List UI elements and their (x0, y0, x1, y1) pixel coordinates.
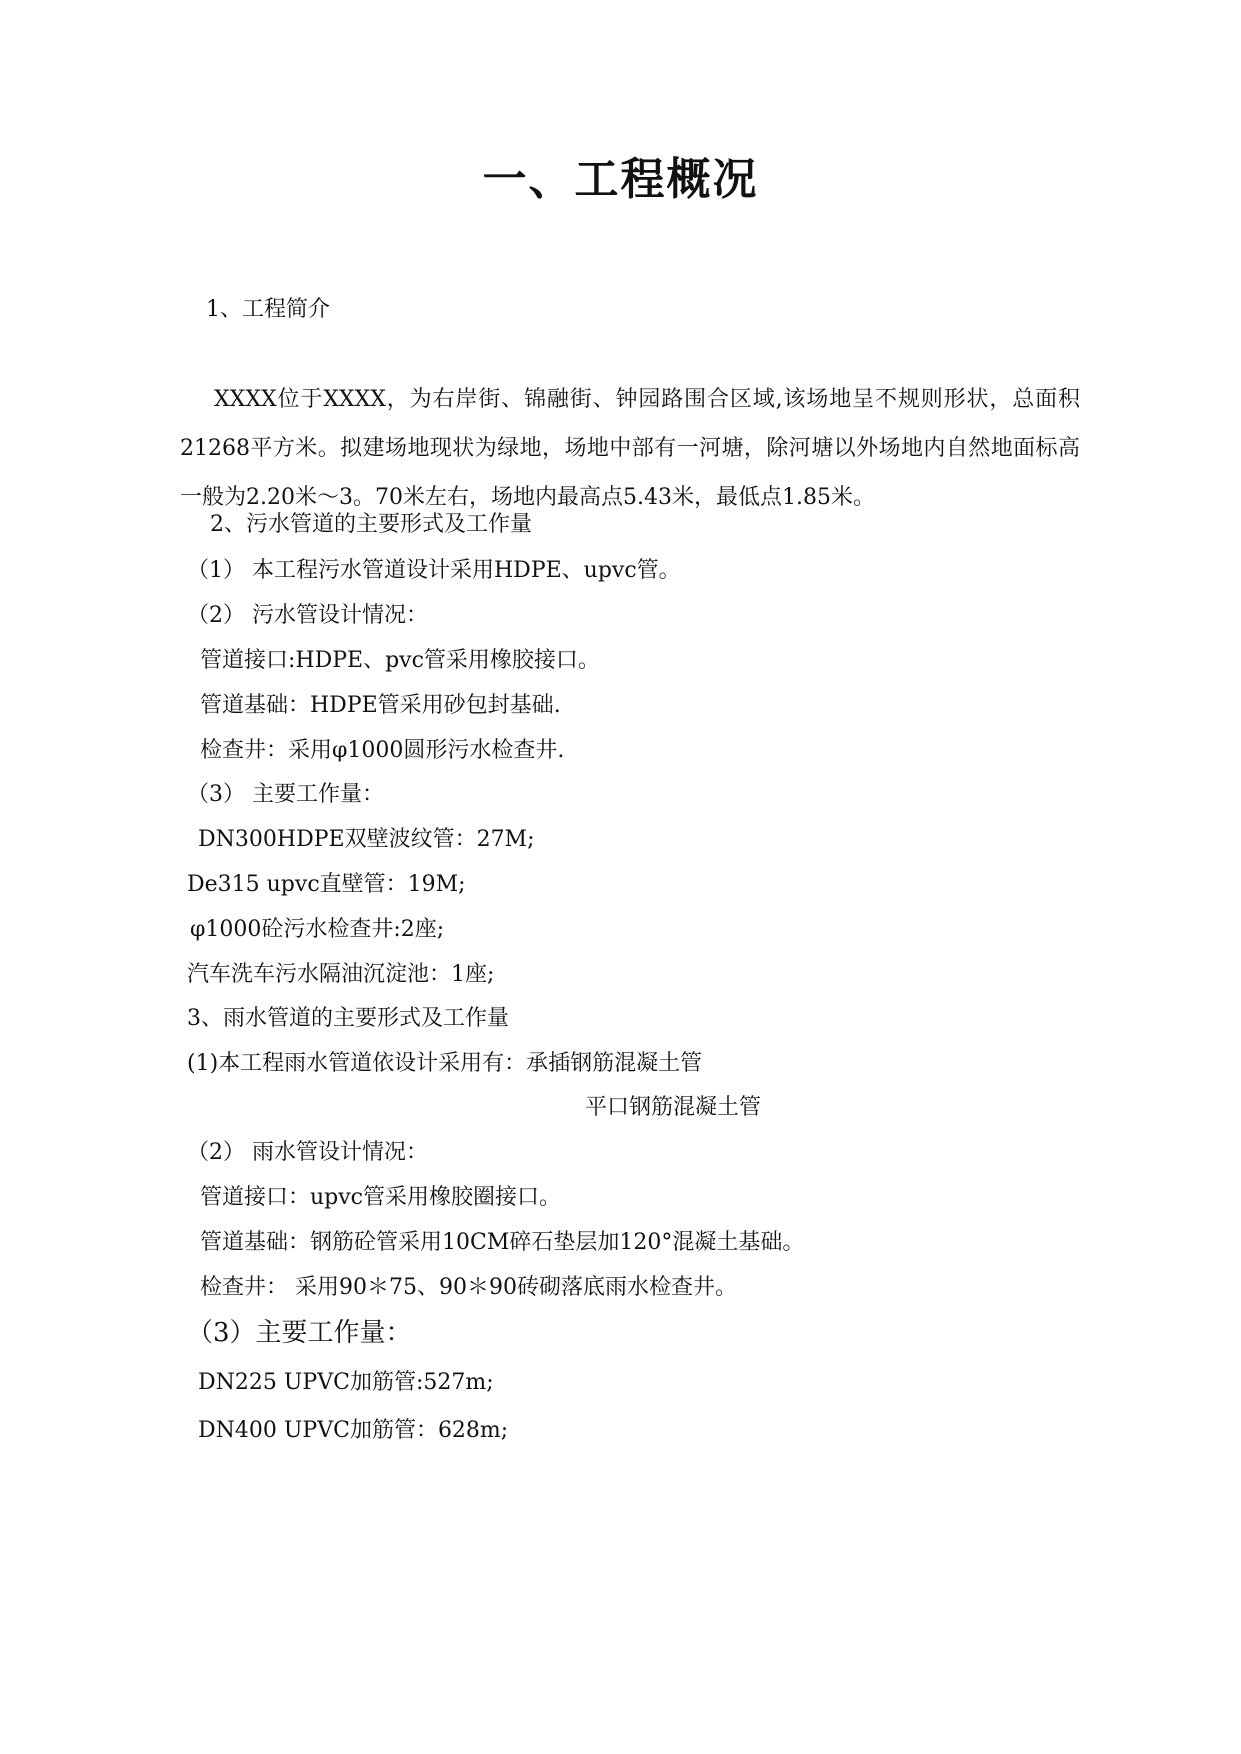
sewage-foundation: 管道基础：HDPE管采用砂包封基础. (200, 693, 561, 718)
page-title: 一、工程概况 (482, 154, 759, 205)
rain-qty-1: DN225 UPVC加筋管:527m; (198, 1370, 494, 1395)
sewage-joint: 管道接口:HDPE、pvc管采用橡胶接口。 (200, 648, 600, 673)
rain-item-3: （3）主要工作量： (187, 1318, 412, 1348)
section-1-paragraph: XXXX位于XXXX，为右岸街、锦融街、钟园路围合区域,该场地呈不规则形状，总面积21268平方米。拟建场地现状为绿地，场地中部有一河塘，除河塘以外场地内自然地面标高一般为2.20米～3。70米左右，场地内最高点5.43米，最低点1.85米。 (180, 387, 1080, 510)
sewage-well: 检查井：采用φ1000圆形污水检查井. (200, 738, 565, 763)
rain-qty-2: DN400 UPVC加筋管：628m; (198, 1418, 509, 1443)
rain-joint: 管道接口：upvc管采用橡胶圈接口。 (200, 1185, 562, 1210)
section-3-heading: 3、雨水管道的主要形式及工作量 (187, 1006, 509, 1031)
rain-item-1-continued: 平口钢筋混凝土管 (585, 1095, 762, 1120)
section-2-heading: 2、污水管道的主要形式及工作量 (210, 512, 532, 537)
sewage-qty-4: 汽车洗车污水隔油沉淀池：1座; (187, 962, 495, 987)
section-1-heading: 1、工程简介 (206, 297, 330, 322)
rain-well: 检查井： 采用90＊75、90＊90砖砌落底雨水检查井。 (200, 1275, 737, 1300)
sewage-qty-1: DN300HDPE双壁波纹管：27M; (198, 827, 535, 852)
sewage-item-3: （3） 主要工作量： (187, 782, 384, 807)
sewage-item-1: （1） 本工程污水管道设计采用HDPE、upvc管。 (187, 558, 681, 583)
sewage-qty-3: φ1000砼污水检查井:2座; (190, 917, 445, 942)
sewage-item-2: （2） 污水管设计情况： (187, 603, 428, 628)
sewage-qty-2: De315 upvc直壁管：19M; (187, 872, 466, 897)
rain-item-2: （2） 雨水管设计情况： (187, 1140, 428, 1165)
rain-item-1: (1)本工程雨水管道依设计采用有：承插钢筋混凝土管 (187, 1051, 703, 1076)
rain-foundation: 管道基础：钢筋砼管采用10CM碎石垫层加120°混凝土基础。 (200, 1230, 805, 1255)
